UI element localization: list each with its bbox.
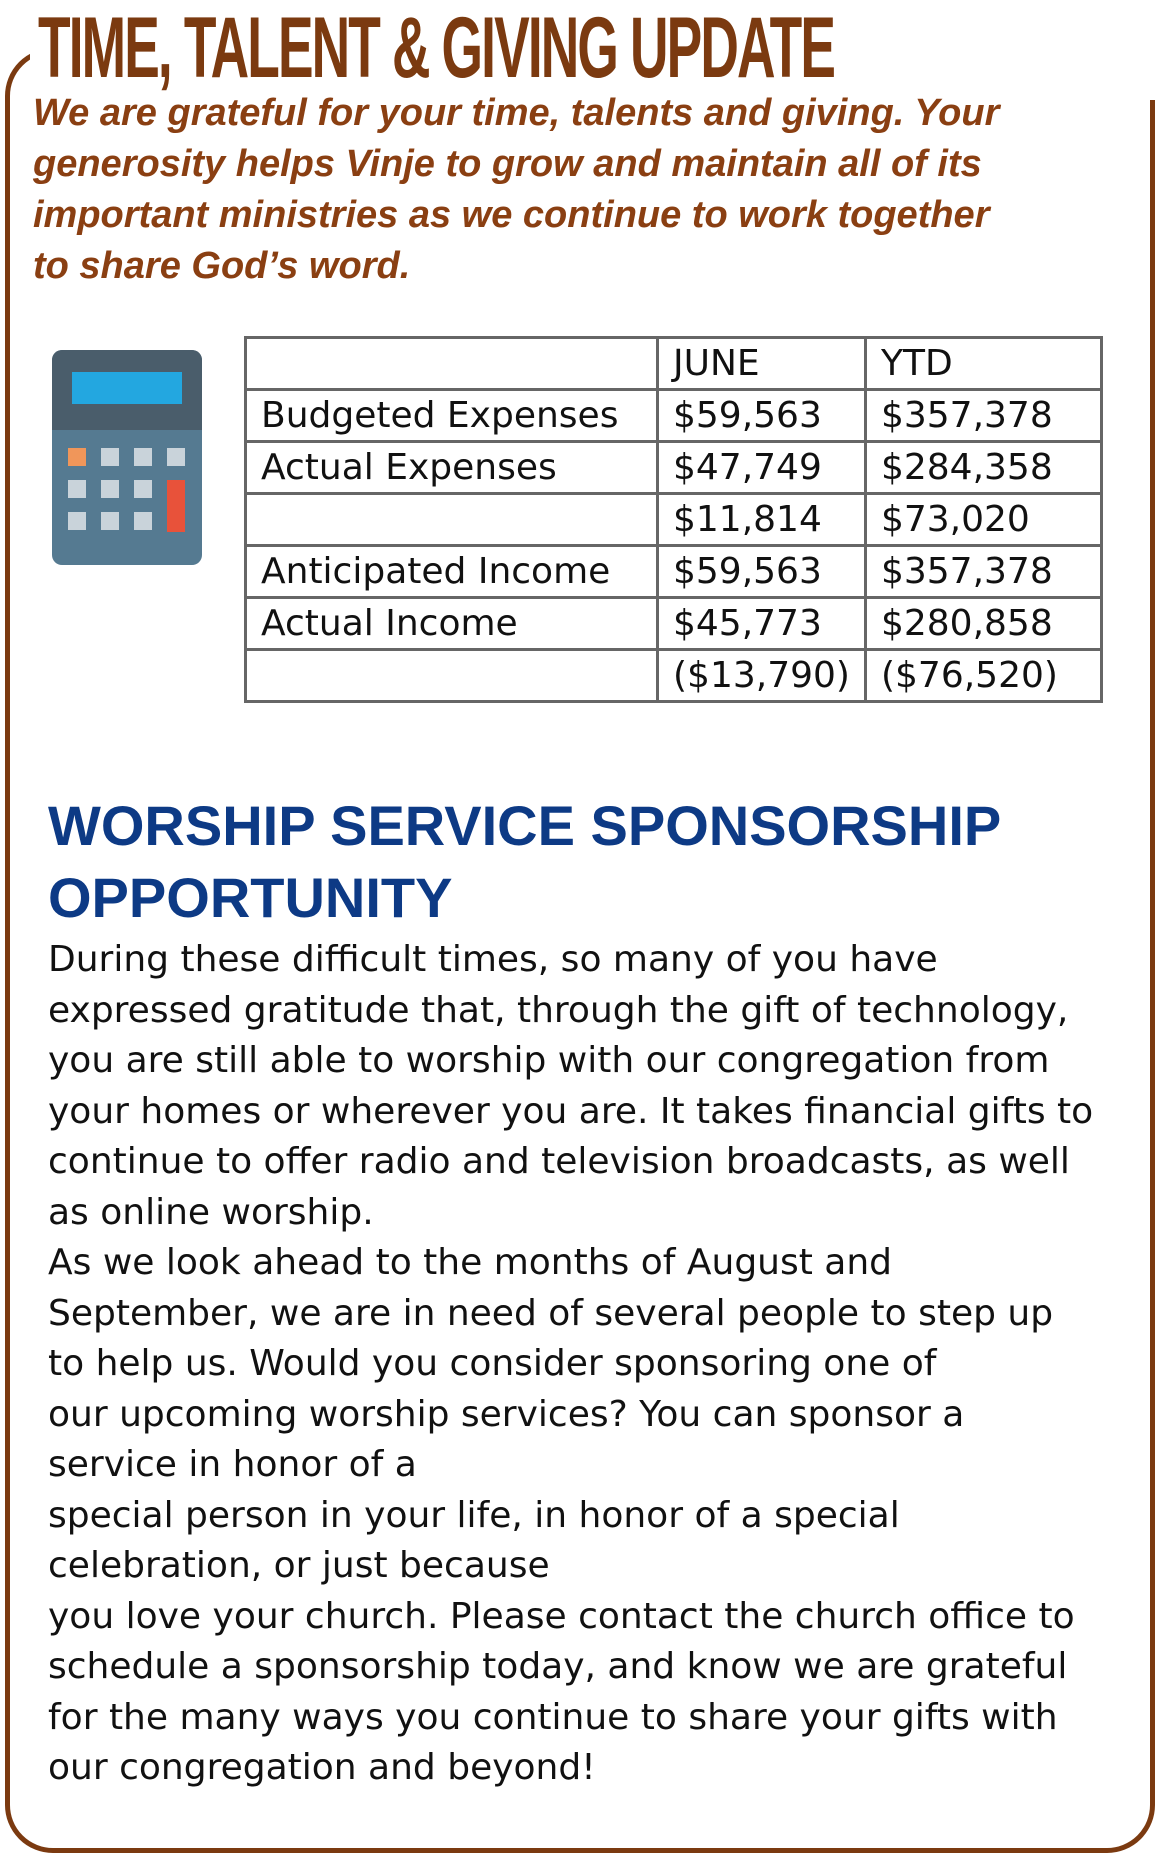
intro-paragraph <box>33 88 1093 292</box>
calculator-icon <box>52 350 202 565</box>
table-row <box>246 598 1102 650</box>
intro-line: to share God’s word. <box>33 245 411 287</box>
table-header-row <box>246 338 1102 390</box>
table-cell: $45,773 <box>658 598 866 650</box>
table-cell: $280,858 <box>865 598 1101 650</box>
body-line: As we look ahead to the months of August and <box>48 1242 893 1283</box>
table-cell: ($76,520) <box>865 650 1101 702</box>
body-line: During these difficult times, so many of you have <box>48 939 938 980</box>
body-line: celebration, or just because <box>48 1545 550 1586</box>
budget-table <box>244 336 1103 703</box>
table-cell: $284,358 <box>865 442 1101 494</box>
page-title: TIME, TALENT & GIVING UPDATE <box>38 0 835 96</box>
table-cell: ($13,790) <box>658 650 866 702</box>
table-header-cell <box>246 338 658 390</box>
body-line: special person in your life, in honor of a special <box>48 1494 900 1536</box>
intro-line: important ministries as we continue to work together <box>33 194 990 236</box>
header <box>30 0 1164 100</box>
sponsorship-heading <box>48 790 1128 934</box>
table-cell: $11,814 <box>658 494 866 546</box>
table-cell: $357,378 <box>865 390 1101 442</box>
table-cell: $59,563 <box>658 390 866 442</box>
table-cell: Budgeted Expenses <box>246 390 658 442</box>
heading-line: WORSHIP SERVICE SPONSORSHIP <box>48 794 1002 857</box>
body-line: our upcoming worship services? You can sponsor a <box>48 1393 965 1435</box>
table-cell: Actual Expenses <box>246 442 658 494</box>
table-cell: Anticipated Income <box>246 546 658 598</box>
body-line: September, we are in need of several people to step up <box>48 1292 1054 1334</box>
body-line: your homes or wherever you are. It takes financial gifts to <box>48 1090 1094 1132</box>
table-cell <box>246 650 658 702</box>
table-cell: $47,749 <box>658 442 866 494</box>
body-line: for the many ways you continue to share your gifts with <box>48 1696 1058 1738</box>
table-row <box>246 650 1102 702</box>
table-cell: $73,020 <box>865 494 1101 546</box>
table-row <box>246 494 1102 546</box>
table-cell: $357,378 <box>865 546 1101 598</box>
body-line: you are still able to worship with our congregation from <box>48 1040 1050 1081</box>
table-row <box>246 390 1102 442</box>
sponsorship-body <box>48 935 1138 1794</box>
table-row <box>246 442 1102 494</box>
body-line: as online worship. <box>48 1191 374 1233</box>
intro-line: We are grateful for your time, talents and giving. Your <box>33 92 1000 134</box>
table-cell: $59,563 <box>658 546 866 598</box>
body-line: our congregation and beyond! <box>48 1747 596 1788</box>
table-header-cell: JUNE <box>658 338 866 390</box>
body-line: to help us. Would you consider sponsoring one of <box>48 1343 937 1384</box>
table-cell: Actual Income <box>246 598 658 650</box>
body-line: you love your church. Please contact the church office to <box>48 1595 1075 1637</box>
table-cell <box>246 494 658 546</box>
heading-line: OPPORTUNITY <box>48 866 453 929</box>
intro-line: generosity helps Vinje to grow and maintain all of its <box>33 143 982 185</box>
body-line: schedule a sponsorship today, and know we are grateful <box>48 1646 1068 1687</box>
body-line: service in honor of a <box>48 1444 417 1485</box>
table-header-cell: YTD <box>865 338 1101 390</box>
body-line: continue to offer radio and television broadcasts, as well <box>48 1141 1070 1182</box>
table-row <box>246 546 1102 598</box>
body-line: expressed gratitude that, through the gift of technology, <box>48 989 1069 1031</box>
